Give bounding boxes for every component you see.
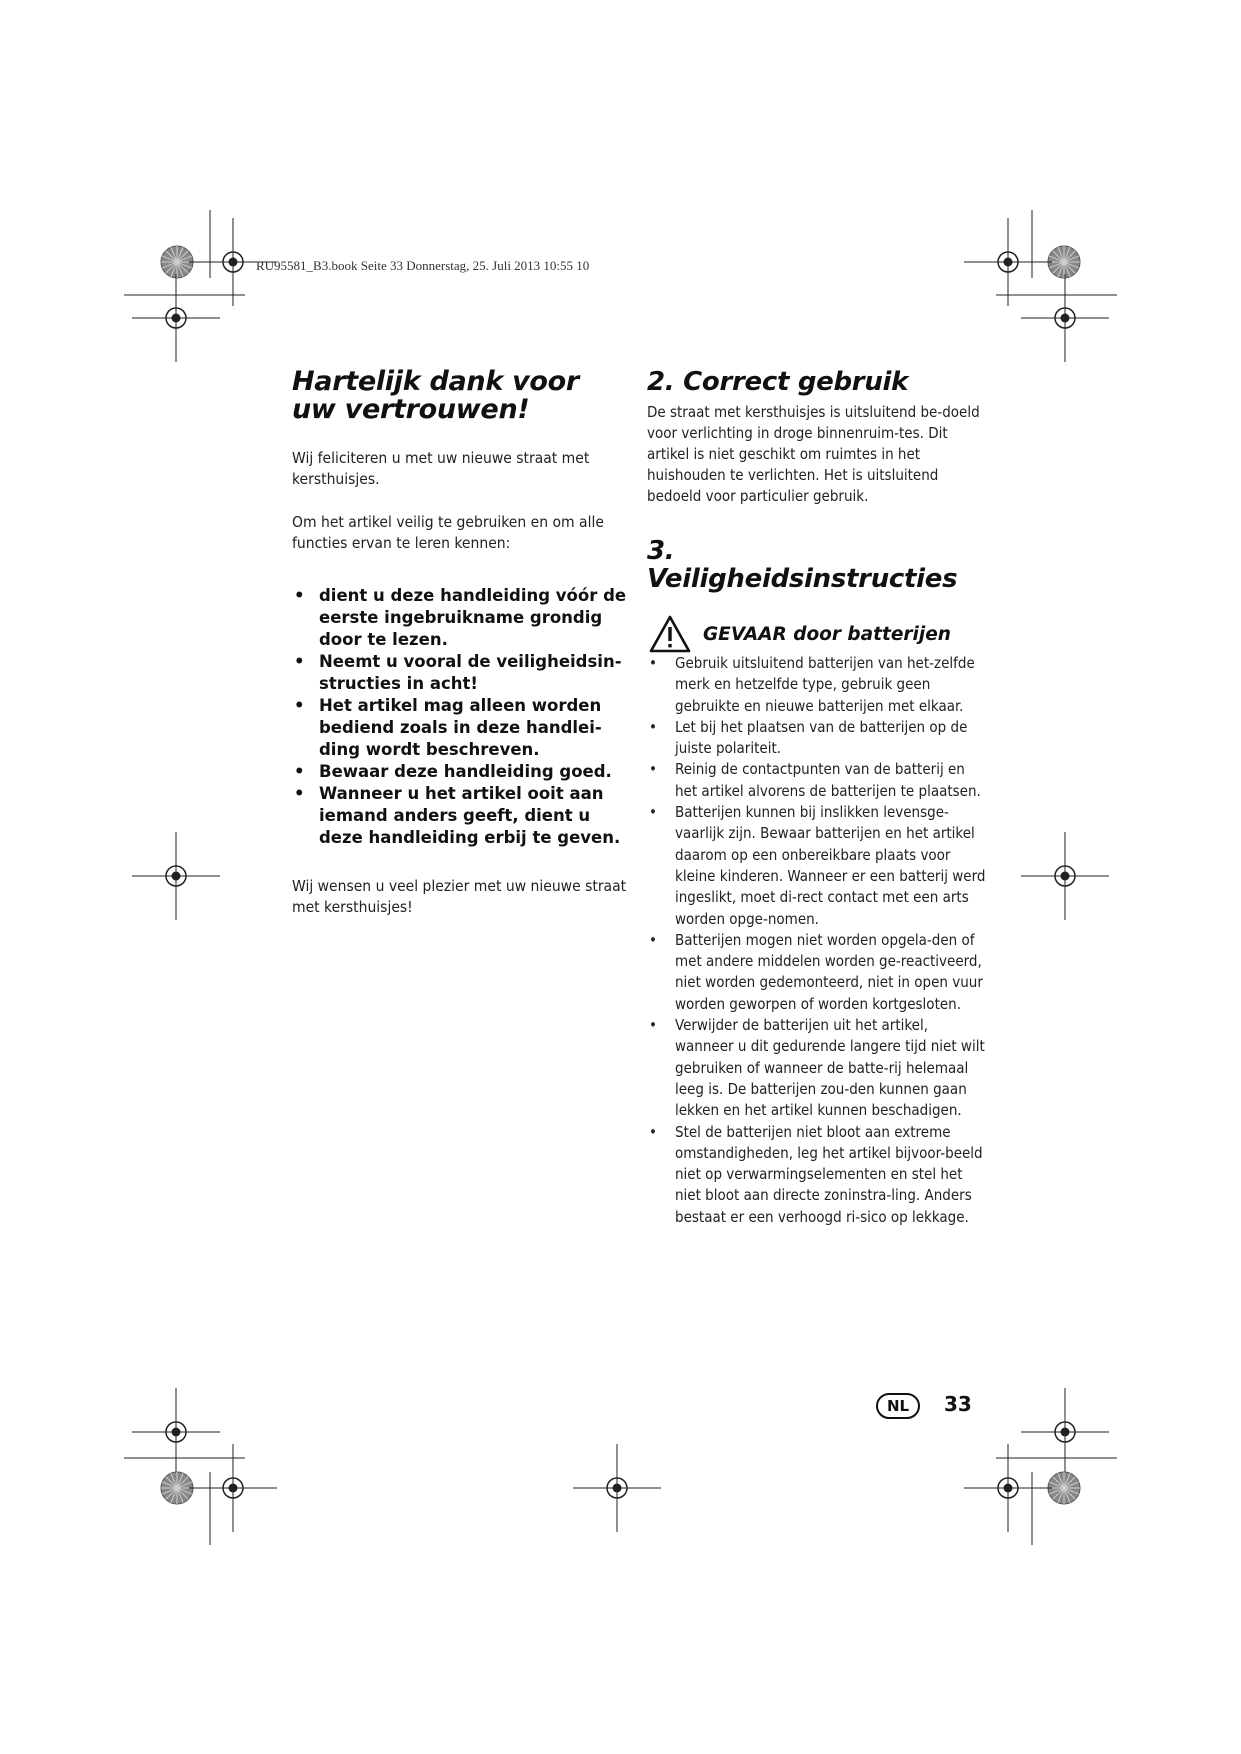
closing-paragraph: Wij wensen u veel plezier met uw nieuwe straat met kersthuisjes!	[292, 877, 627, 916]
language-badge: NL	[876, 1393, 920, 1419]
correct-use-paragraph: De straat met kersthuisjes is uitsluitend be-doeld voor verlichting in droge binnenruim-tes. Dit artikel is niet geschikt om ruimtes in het huishouden te verlichten. Het is uitsluitend bedoeld voor particulier gebruik.	[647, 403, 980, 505]
list-item: • Wanneer u het artikel ooit aan iemand anders geeft, dient u deze handleiding erbij te geven.	[292, 783, 627, 849]
congratulation-paragraph: Wij feliciteren u met uw nieuwe straat met kersthuisjes.	[292, 449, 590, 488]
list-item: • dient u deze handleiding vóór de eerste ingebruikname grondig door te lezen.	[292, 585, 627, 651]
thank-you-heading: Hartelijk dank voor uw vertrouwen!	[292, 366, 579, 425]
warning-header	[649, 615, 987, 653]
list-item: • Het artikel mag alleen worden bediend zoals in deze handlei-ding wordt beschreven.	[292, 695, 627, 761]
battery-safety-list	[647, 653, 987, 1228]
right-column	[647, 368, 987, 1228]
list-item: • Gebruik uitsluitend batterijen van het-zelfde merk en hetzelfde type, gebruik geen gebruikte en nieuwe batterijen met elkaar.	[647, 653, 987, 717]
print-slug: RU95581_B3.book Seite 33 Donnerstag, 25. Juli 2013 10:55 10	[256, 258, 590, 273]
intro-paragraph: Om het artikel veilig te gebruiken en om alle functies ervan te leren kennen:	[292, 513, 604, 552]
list-item: • Reinig de contactpunten van de batterij en het artikel alvorens de batterijen te plaatsen.	[647, 759, 987, 802]
page-number: 33	[944, 1392, 972, 1416]
warning-triangle-icon	[649, 615, 691, 653]
list-item: • Bewaar deze handleiding goed.	[292, 761, 627, 783]
list-item: • Verwijder de batterijen uit het artikel, wanneer u dit gedurende langere tijd niet wilt gebruiken of wanneer de batte-rij helemaal leeg is. De batterijen zou-den kunnen gaan lekken en het artikel kunnen beschadigen.	[647, 1015, 987, 1121]
list-item: • Batterijen kunnen bij inslikken levensge-vaarlijk zijn. Bewaar batterijen en het artikel daarom op een onbereikbare plaats voor kleine kinderen. Wanneer er een batterij werd ingeslikt, moet di-rect contact met een arts worden opge-nomen.	[647, 802, 987, 930]
warning-title: GEVAAR door batterijen	[703, 623, 951, 645]
list-item: • Stel de batterijen niet bloot aan extreme omstandigheden, leg het artikel bijvoor-beeld niet op verwarmingselementen en stel het niet bloot aan directe zoninstra-ling. Anders bestaat er een verhoogd ri-sico op lekkage.	[647, 1122, 987, 1228]
list-item: • Batterijen mogen niet worden opgela-den of met andere middelen worden ge-reactiveerd, niet worden gedemonteerd, niet in open vuur worden geworpen of worden kortgesloten.	[647, 930, 987, 1015]
section-2-heading: 2. Correct gebruik	[647, 367, 909, 397]
list-item: • Neemt u vooral de veiligheidsin-structies in acht!	[292, 651, 627, 695]
section-3-heading: 3. Veiligheidsinstructies	[647, 536, 958, 594]
left-column	[292, 368, 627, 918]
instruction-list	[292, 585, 627, 849]
list-item: • Let bij het plaatsen van de batterijen op de juiste polariteit.	[647, 717, 987, 760]
